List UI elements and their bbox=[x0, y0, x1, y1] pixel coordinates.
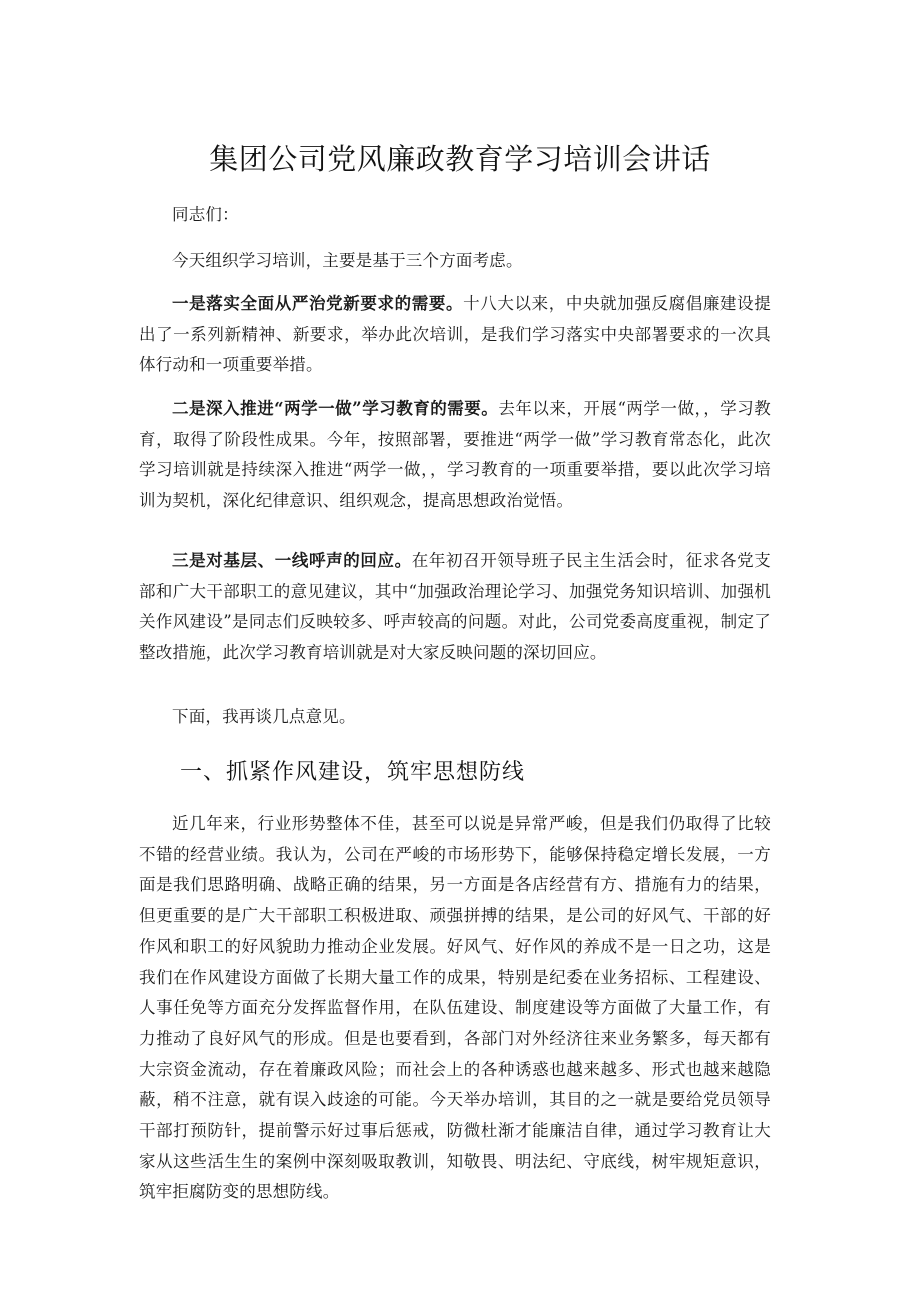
intro-paragraph: 今天组织学习培训，主要是基于三个方面考虑。 bbox=[172, 251, 523, 270]
point-three-text: 在年初召开领导班子民主生活会时，征求各党支部和广大干部职工的意见建议，其中“加强政治理论学习、加强党务知识培训、加强机关作风建设”是同志们反映较多、呼声较高的问题。对此，公司党委高度重视，制定了整改措施，此次学习教育培训就是对大家反映问题的深切回应。 bbox=[139, 551, 771, 663]
section-one-heading: 一、抓紧作风建设，筑牢思想防线 bbox=[180, 760, 526, 785]
section-one-body: 近几年来，行业形势整体不佳，甚至可以说是异常严峻，但是我们仍取得了比较不错的经营业绩。我认为，公司在严峻的市场形势下，能够保持稳定增长发展，一方面是我们思路明确、战略正确的结果，另一方面是各店经营有方、措施有力的结果，但更重要的是广大干部职工积极进取、顽强拼搏的结果，是公司的好风气、干部的好作风和职工的好风貌助力推动企业发展。好风气、好作风的养成不是一日之功，这是我们在作风建设方面做了长期大量工作的成果，特别是纪委在业务招标、工程建设、人事任免等方面充分发挥监督作用，在队伍建设、制度建设等方面做了大量工作，有力推动了良好风气的形成。但是也要看到，各部门对外经济往来业务繁多，每天都有大宗资金流动，存在着廉政风险；而社会上的各种诱惑也越来越多、形式也越来越隐蔽，稍不注意，就有误入歧途的可能。今天举办培训，其目的之一就是要给党员领导干部打预防针，提前警示好过事后惩戒，防微杜渐才能廉洁自律，通过学习教育让大家从这些活生生的案例中深刻吸取教训，知敬畏、明法纪、守底线，树牢规矩意识，筑牢拒腐防变的思想防线。 bbox=[139, 814, 771, 1202]
point-one-text: 十八大以来，中央就加强反腐倡廉建设提出了一系列新精神、新要求，举办此次培训，是我们学习落实中央部署要求的一次具体行动和一项重要举措。 bbox=[139, 294, 771, 375]
point-one-paragraph bbox=[139, 289, 771, 381]
point-one-lead: 一是落实全面从严治党新要求的需要。 bbox=[172, 294, 464, 313]
transition-paragraph: 下面，我再谈几点意见。 bbox=[172, 707, 356, 726]
point-two-text: 去年以来，开展“两学一做，，学习教育，取得了阶段性成果。今年，按照部署，要推进“两学一做”学习教育常态化，此次学习培训就是持续深入推进“两学一做，，学习教育的一项重要举措，要以此次学习培训为契机，深化纪律意识、组织观念，提高思想政治觉悟。 bbox=[139, 399, 771, 511]
point-two-paragraph bbox=[139, 394, 771, 517]
point-three-lead: 三是对基层、一线呼声的回应。 bbox=[172, 551, 412, 570]
point-three-paragraph bbox=[139, 546, 771, 669]
point-two-lead: 二是深入推进“两学一做”学习教育的需要。 bbox=[172, 399, 499, 418]
document-title: 集团公司党风廉政教育学习培训会讲话 bbox=[209, 142, 711, 176]
salutation: 同志们： bbox=[172, 205, 239, 224]
